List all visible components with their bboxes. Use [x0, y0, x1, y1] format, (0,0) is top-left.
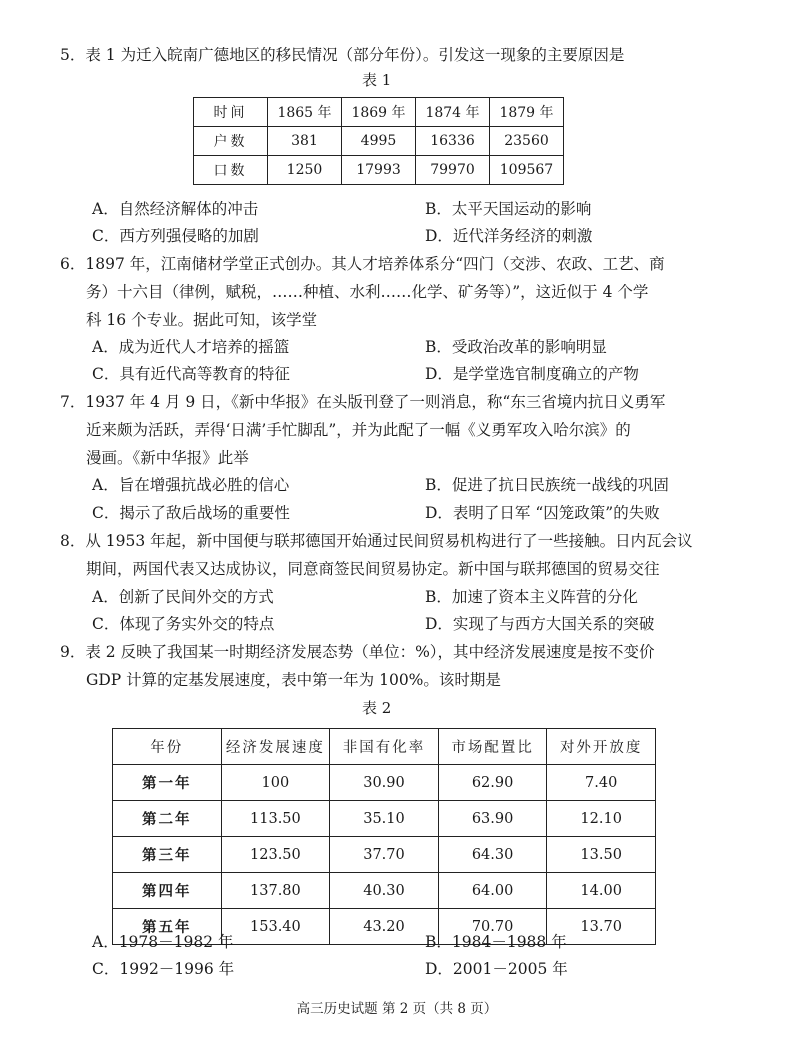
page-footer: 高三历史试题 第 2 页（共 8 页）	[296, 1001, 498, 1017]
table2-cell: 123.50	[221, 837, 330, 873]
q6-option-c: C．具有近代高等教育的特征	[92, 365, 290, 383]
table1-cell: 1869 年	[342, 98, 416, 127]
table2-cell: 第四年	[113, 873, 222, 909]
q7-option-d: D．表明了日军 “囚笼政策”的失败	[425, 504, 660, 522]
q9-stem-line: GDP 计算的定基发展速度，表中第一年为 100%。该时期是	[86, 671, 501, 689]
q9-option-a: A．1978－1982 年	[92, 933, 234, 951]
table1-cell: 时间	[194, 98, 268, 127]
q7-option-c: C．揭示了敌后战场的重要性	[92, 504, 290, 522]
table2-cell: 非国有化率	[330, 729, 439, 765]
table2-cell: 63.90	[438, 801, 547, 837]
table1-cell: 口数	[194, 156, 268, 185]
table1-row	[194, 156, 564, 185]
table1-header-row	[194, 98, 564, 127]
table2-row	[113, 837, 656, 873]
table-1	[193, 97, 564, 185]
table2-cell: 第一年	[113, 765, 222, 801]
table2-cell: 70.70	[438, 909, 547, 945]
q6-option-d: D．是学堂选官制度确立的产物	[425, 365, 639, 383]
table2-cell: 第三年	[113, 837, 222, 873]
table2-cell: 64.00	[438, 873, 547, 909]
table2-cell: 12.10	[547, 801, 656, 837]
table1-cell: 381	[268, 127, 342, 156]
table2-row	[113, 873, 656, 909]
table2-cell: 153.40	[221, 909, 330, 945]
q5-option-d: D．近代洋务经济的刺激	[425, 227, 593, 245]
q7-option-b: B．促进了抗日民族统一战线的巩固	[425, 476, 669, 494]
q8-option-b: B．加速了资本主义阵营的分化	[425, 588, 638, 606]
table1-cell: 16336	[416, 127, 490, 156]
q5-option-c: C．西方列强侵略的加剧	[92, 227, 259, 245]
table2-cell: 第二年	[113, 801, 222, 837]
q7-option-a: A．旨在增强抗战必胜的信心	[92, 476, 290, 494]
table2-cell: 13.70	[547, 909, 656, 945]
q6-stem-line: 科 16 个专业。据此可知，该学堂	[86, 311, 318, 329]
table2-cell: 62.90	[438, 765, 547, 801]
q7-stem-line: 漫画。《新中华报》此举	[86, 449, 249, 467]
table1-cell: 1879 年	[490, 98, 564, 127]
q7-stem-line: 7．1937 年 4 月 9 日，《新中华报》在头版刊登了一则消息，称“东三省境内抗日义勇军	[60, 393, 666, 411]
table2-row	[113, 801, 656, 837]
table2-header-row	[113, 729, 656, 765]
q9-stem-line: 9．表 2 反映了我国某一时期经济发展态势（单位：%），其中经济发展速度是按不变价	[60, 643, 655, 661]
q7-stem-line: 近来颇为活跃，弄得‘日满’手忙脚乱”，并为此配了一幅《义勇军攻入哈尔滨》的	[86, 421, 631, 439]
table2-cell: 7.40	[547, 765, 656, 801]
table1-cell: 79970	[416, 156, 490, 185]
table1-cell: 23560	[490, 127, 564, 156]
table2-cell: 35.10	[330, 801, 439, 837]
table2-caption: 表 2	[362, 699, 392, 717]
table1-cell: 1874 年	[416, 98, 490, 127]
table2-cell: 经济发展速度	[221, 729, 330, 765]
table-2	[112, 728, 656, 945]
table1-cell: 1865 年	[268, 98, 342, 127]
table2-cell: 40.30	[330, 873, 439, 909]
table2-cell: 113.50	[221, 801, 330, 837]
table2-cell: 37.70	[330, 837, 439, 873]
table2-cell: 100	[221, 765, 330, 801]
q5-option-b: B．太平天国运动的影响	[425, 200, 592, 218]
q8-stem-line: 期间，两国代表又达成协议，同意商签民间贸易协定。新中国与联邦德国的贸易交往	[86, 560, 660, 578]
q8-option-a: A．创新了民间外交的方式	[92, 588, 274, 606]
q6-stem-line: 务）十六目（律例，赋税，……种植、水利……化学、矿务等）”，这近似于 4 个学	[86, 283, 649, 301]
q9-option-c: C．1992－1996 年	[92, 960, 235, 978]
table1-cell: 户数	[194, 127, 268, 156]
q6-option-b: B．受政治改革的影响明显	[425, 338, 607, 356]
table1-caption: 表 1	[362, 71, 392, 89]
table1-cell: 4995	[342, 127, 416, 156]
q9-option-b: B．1984－1988 年	[425, 933, 567, 951]
table1-cell: 17993	[342, 156, 416, 185]
q8-option-c: C．体现了务实外交的特点	[92, 615, 275, 633]
table1-row	[194, 127, 564, 156]
q8-option-d: D．实现了与西方大国关系的突破	[425, 615, 655, 633]
table2-cell: 137.80	[221, 873, 330, 909]
q6-stem-line: 6．1897 年，江南储材学堂正式创办。其人才培养体系分“四门（交涉、农政、工艺、商	[60, 255, 665, 273]
table2-cell: 对外开放度	[547, 729, 656, 765]
q5-option-a: A．自然经济解体的冲击	[92, 200, 259, 218]
table2-cell: 14.00	[547, 873, 656, 909]
table2-cell: 市场配置比	[438, 729, 547, 765]
table2-cell: 年份	[113, 729, 222, 765]
q9-option-d: D．2001－2005 年	[425, 960, 568, 978]
table2-cell: 43.20	[330, 909, 439, 945]
q6-option-a: A．成为近代人才培养的摇篮	[92, 338, 290, 356]
table2-row	[113, 765, 656, 801]
table2-cell: 13.50	[547, 837, 656, 873]
table1-cell: 109567	[490, 156, 564, 185]
table2-cell: 第五年	[113, 909, 222, 945]
q5-stem: 5．表 1 为迁入皖南广德地区的移民情况（部分年份）。引发这一现象的主要原因是	[60, 46, 625, 64]
table2-cell: 30.90	[330, 765, 439, 801]
table1-cell: 1250	[268, 156, 342, 185]
q8-stem-line: 8．从 1953 年起，新中国便与联邦德国开始通过民间贸易机构进行了一些接触。日内瓦会议	[60, 532, 693, 550]
table2-cell: 64.30	[438, 837, 547, 873]
